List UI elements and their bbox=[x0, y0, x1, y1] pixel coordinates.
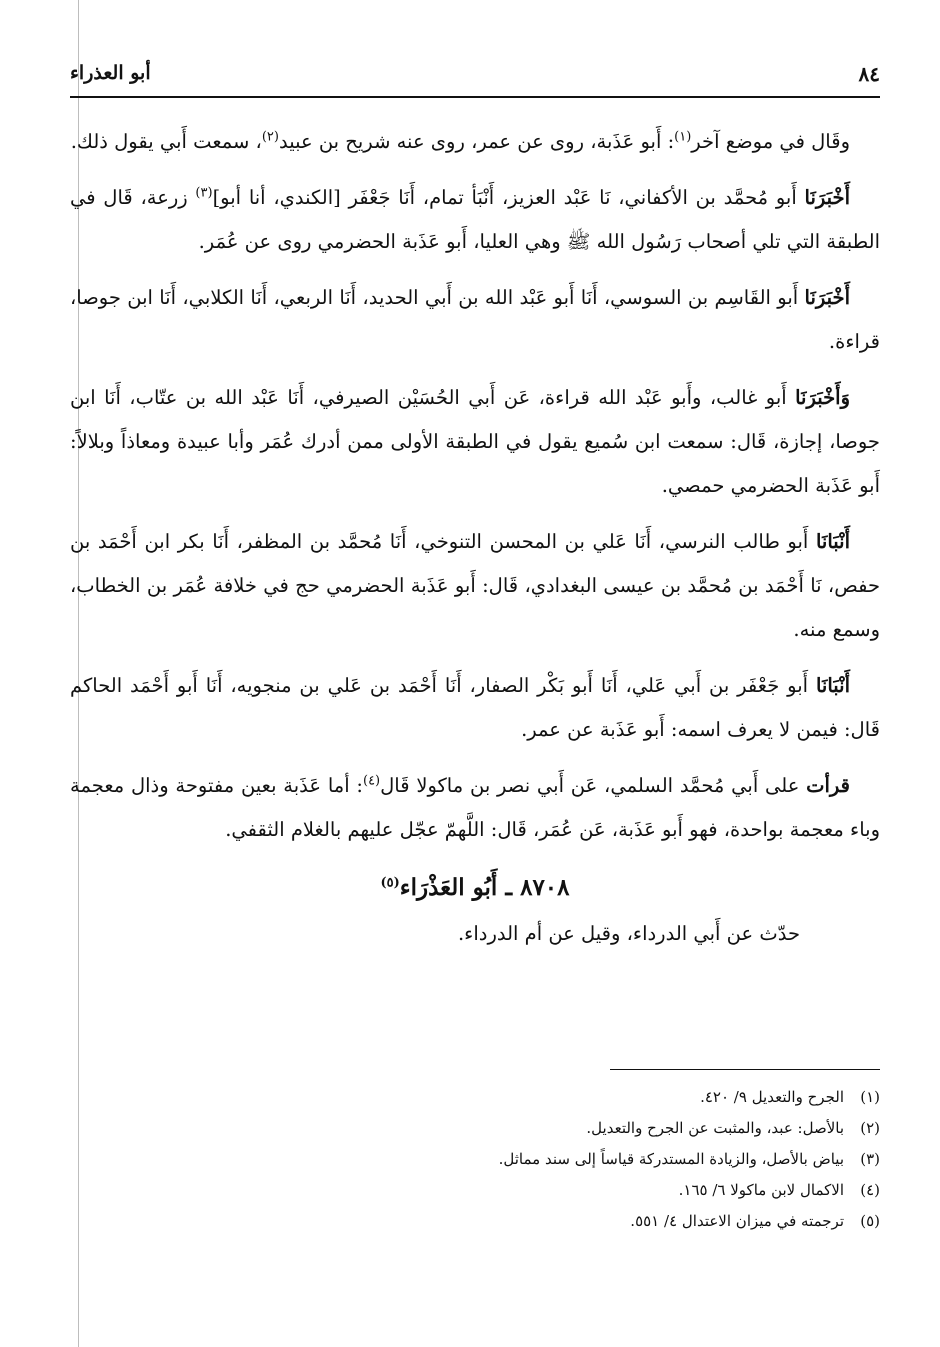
page-header bbox=[70, 58, 880, 92]
paragraph-6: أَنْبَانَا أَبو جَعْفَر بن أَبي عَلي، أَنَا أَبو بَكْر الصفار، أَنَا أَحْمَد بن عَلي بن منجويه، أَنَا أَبو أَحْمَد الحاكم قَال: فيمن لا يعرف اسمه: أَبو عَذَبة عن عمر. bbox=[70, 674, 880, 741]
footnote-ref-2[interactable]: (٢) bbox=[261, 129, 279, 145]
footnote-divider bbox=[610, 1069, 880, 1070]
footnote-ref-5[interactable]: (٥) bbox=[380, 875, 400, 891]
main-text bbox=[70, 120, 880, 956]
footnote-1: (١)الجرح والتعديل ٩/ ٤٢٠. bbox=[700, 1088, 880, 1106]
narration-keyword: أَخْبَرَنَا bbox=[804, 286, 850, 309]
paragraph-2: أَخْبَرَنَا أَبو مُحمَّد بن الأكفاني، نَا عَبْد العزيز، أَنْبَأ تمام، أَنَا جَعْفَر [الكندي، أنا أبو]$^{(٣)}$ زرعة، قَال في الطبقة التي تلي أصحاب رَسُول الله ﷺ وهي العليا، أَبو عَذَبة الحضرمي روى عن عُمَر. bbox=[70, 185, 880, 253]
header-divider bbox=[70, 96, 880, 98]
footnote-ref-4[interactable]: (٤) bbox=[362, 773, 381, 789]
narration-keyword: وَأَخْبَرَنَا bbox=[795, 386, 850, 409]
footnotes bbox=[120, 1082, 880, 1237]
footnote-2: (٢)بالأصل: عبد، والمثبت عن الجرح والتعديل. bbox=[586, 1119, 880, 1137]
narration-keyword: أَنْبَانَا bbox=[815, 530, 850, 553]
footnote-5: (٥)ترجمته في ميزان الاعتدال ٤/ ٥٥١. bbox=[630, 1212, 880, 1230]
paragraph-7: قرأت على أَبي مُحمَّد السلمي، عَن أَبي نصر بن ماكولا قَال$^{(٤)}$: أما عَذَبة بعين مفتوحة وذال معجمة وباء معجمة بواحدة، فهو أَبو عَذَبة، عَن عُمَر، قَال: اللَّهمّ عجّل عليهم بالغلام الثقفي. bbox=[70, 773, 880, 841]
paragraph-1: وقَال في موضع آخر$^{(١)}$: أَبو عَذَبة، روى عن عمر، روى عنه شريح بن عبيد$^{(٢)}$، سمعت أَبي يقول ذلك. bbox=[70, 129, 850, 153]
page-number: ٨٤ bbox=[858, 62, 880, 86]
running-title: أبو العذراء bbox=[70, 62, 151, 84]
entry-title: أَبُو العَذْرَاء bbox=[399, 874, 498, 901]
narration-keyword: أَخْبَرَنَا bbox=[804, 186, 850, 209]
paragraph-3: أَخْبَرَنَا أَبو القَاسِم بن السوسي، أَنَا أَبو عَبْد الله بن أَبي الحديد، أَنَا الربعي، أَنَا الكلابي، أَنَا ابن جوصا، قراءة. bbox=[70, 286, 880, 353]
entry-heading: ٨٧٠٨ ـ أَبُو العَذْرَاء$^{(٥)}$ bbox=[380, 874, 570, 901]
paragraph-5: أَنْبَانَا أَبو طالب النرسي، أَنَا عَلي بن المحسن التنوخي، أَنَا مُحمَّد بن المظفر، أَنَا بكر ابن أَحْمَد بن حفص، نَا أَحْمَد بن مُحمَّد بن عيسى البغدادي، قَال: أَبو عَذَبة الحضرمي حج في خلافة عُمَر بن الخطاب، وسمع منه. bbox=[70, 530, 880, 641]
footnote-ref-1[interactable]: (١) bbox=[674, 129, 692, 145]
entry-number: ٨٧٠٨ bbox=[520, 874, 570, 901]
footnote-4: (٤)الاكمال لابن ماكولا ٦/ ١٦٥. bbox=[678, 1181, 880, 1199]
footnote-3: (٣)بياض بالأصل، والزيادة المستدركة قياساً إلى سند مماثل. bbox=[498, 1150, 880, 1168]
entry-body: حدّث عن أَبي الدرداء، وقيل عن أم الدرداء. bbox=[457, 922, 800, 945]
narration-keyword: قرأت bbox=[806, 774, 850, 797]
narration-keyword: أَنْبَانَا bbox=[815, 674, 850, 697]
paragraph-4: وَأَخْبَرَنَا أَبو غالب، وأَبو عَبْد الله قراءة، عَن أَبي الحُسَيْن الصيرفي، أَنَا عَبْد الله بن عتّاب، أَنَا ابن جوصا، إجازة، قَال: سمعت ابن سُميع يقول في الطبقة الأولى ممن أدرك عُمَر وأبا عبيدة ومعاذاً وبلالاً: أَبو عَذَبة الحضرمي حمصي. bbox=[70, 386, 880, 497]
footnote-ref-3[interactable]: (٣) bbox=[195, 185, 213, 201]
